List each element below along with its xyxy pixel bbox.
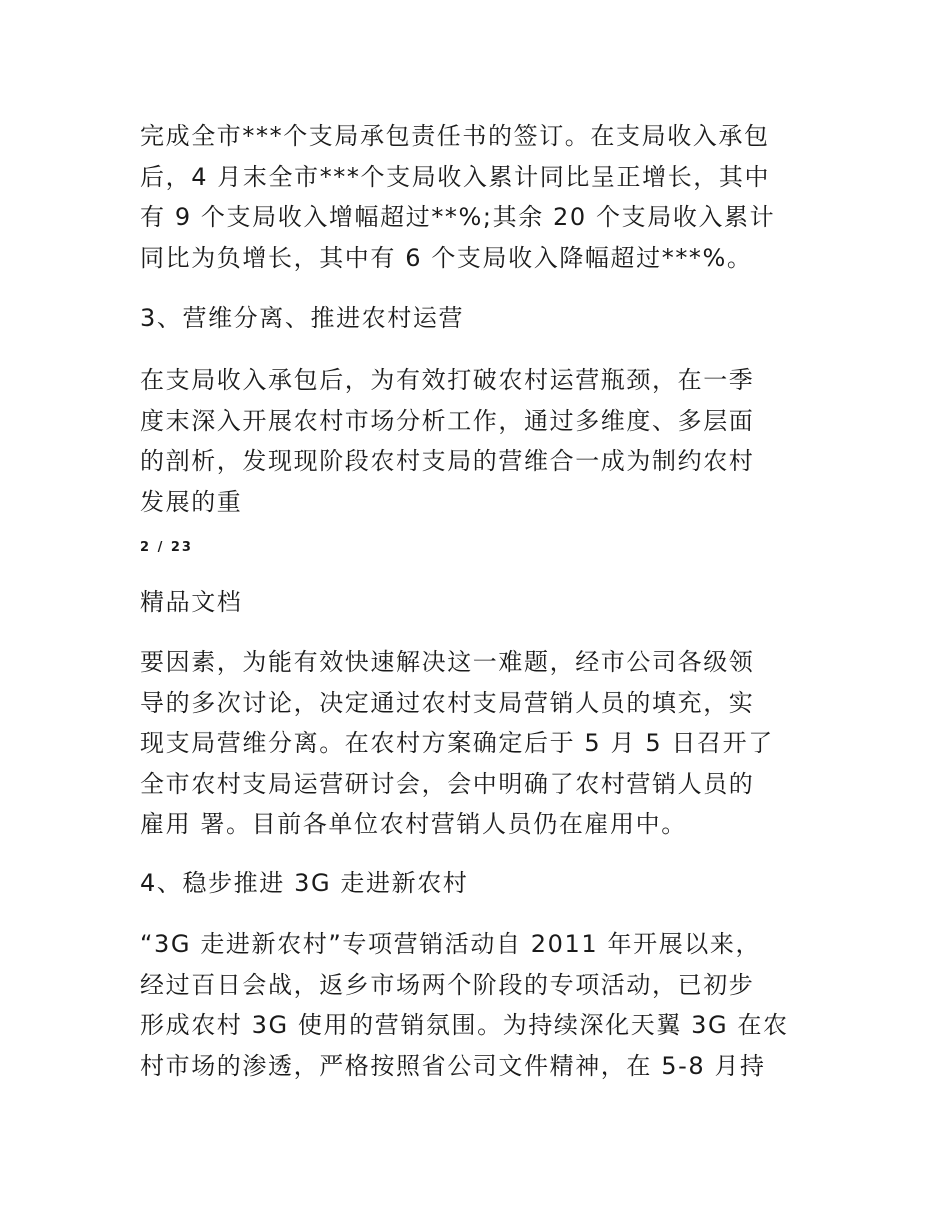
paragraph-line: “3G 走进新农村”专项营销活动自 2011 年开展以来，: [140, 930, 762, 958]
paragraph-3g-rural-campaign: [140, 924, 810, 1086]
section-heading-3: 3、营维分离、推进农村运营: [140, 304, 465, 332]
page-header-label: 精品文档: [140, 588, 243, 616]
paragraph-line: 的剖析，发现现阶段农村支局的营维合一成为制约农村: [140, 447, 755, 475]
paragraph-line: 度末深入开展农村市场分析工作，通过多维度、多层面: [140, 406, 755, 435]
paragraph-rural-operation-analysis: [140, 360, 810, 522]
paragraph-line: 经过百日会战，返乡市场两个阶段的专项活动，已初步: [140, 970, 755, 999]
paragraph-line: 导的多次讨论，决定通过农村支局营销人员的填充，实: [140, 688, 755, 717]
paragraph-line: 雇用 署。目前各单位农村营销人员仍在雇用中。: [140, 810, 687, 838]
paragraph-line: 全市农村支局运营研讨会，会中明确了农村营销人员的: [140, 769, 755, 798]
paragraph-line: 同比为负增长，其中有 6 个支局收入降幅超过***%。: [140, 243, 753, 272]
paragraph-branch-contract-results: [140, 116, 810, 278]
section-heading-4: 4、稳步推进 3G 走进新农村: [140, 869, 469, 897]
paragraph-line: 后，4 月末全市***个支局收入累计同比呈正增长，其中: [140, 162, 771, 191]
page-number: 2 / 23: [140, 540, 193, 555]
paragraph-line: 要因素，为能有效快速解决这一难题，经市公司各级领: [140, 648, 755, 676]
paragraph-line: 有 9 个支局收入增幅超过**%;其余 20 个支局收入累计: [140, 203, 776, 231]
paragraph-line: 发展的重: [140, 487, 243, 516]
paragraph-line: 村市场的渗透，严格按照省公司文件精神，在 5-8 月持: [140, 1051, 766, 1080]
paragraph-sales-maintenance-separation: [140, 642, 810, 845]
paragraph-line: 现支局营维分离。在农村方案确定后于 5 月 5 日召开了: [140, 729, 774, 757]
paragraph-line: 形成农村 3G 使用的营销氛围。为持续深化天翼 3G 在农: [140, 1011, 789, 1039]
paragraph-line: 完成全市***个支局承包责任书的签订。在支局收入承包: [140, 122, 770, 150]
paragraph-line: 在支局收入承包后，为有效打破农村运营瓶颈，在一季: [140, 366, 755, 394]
